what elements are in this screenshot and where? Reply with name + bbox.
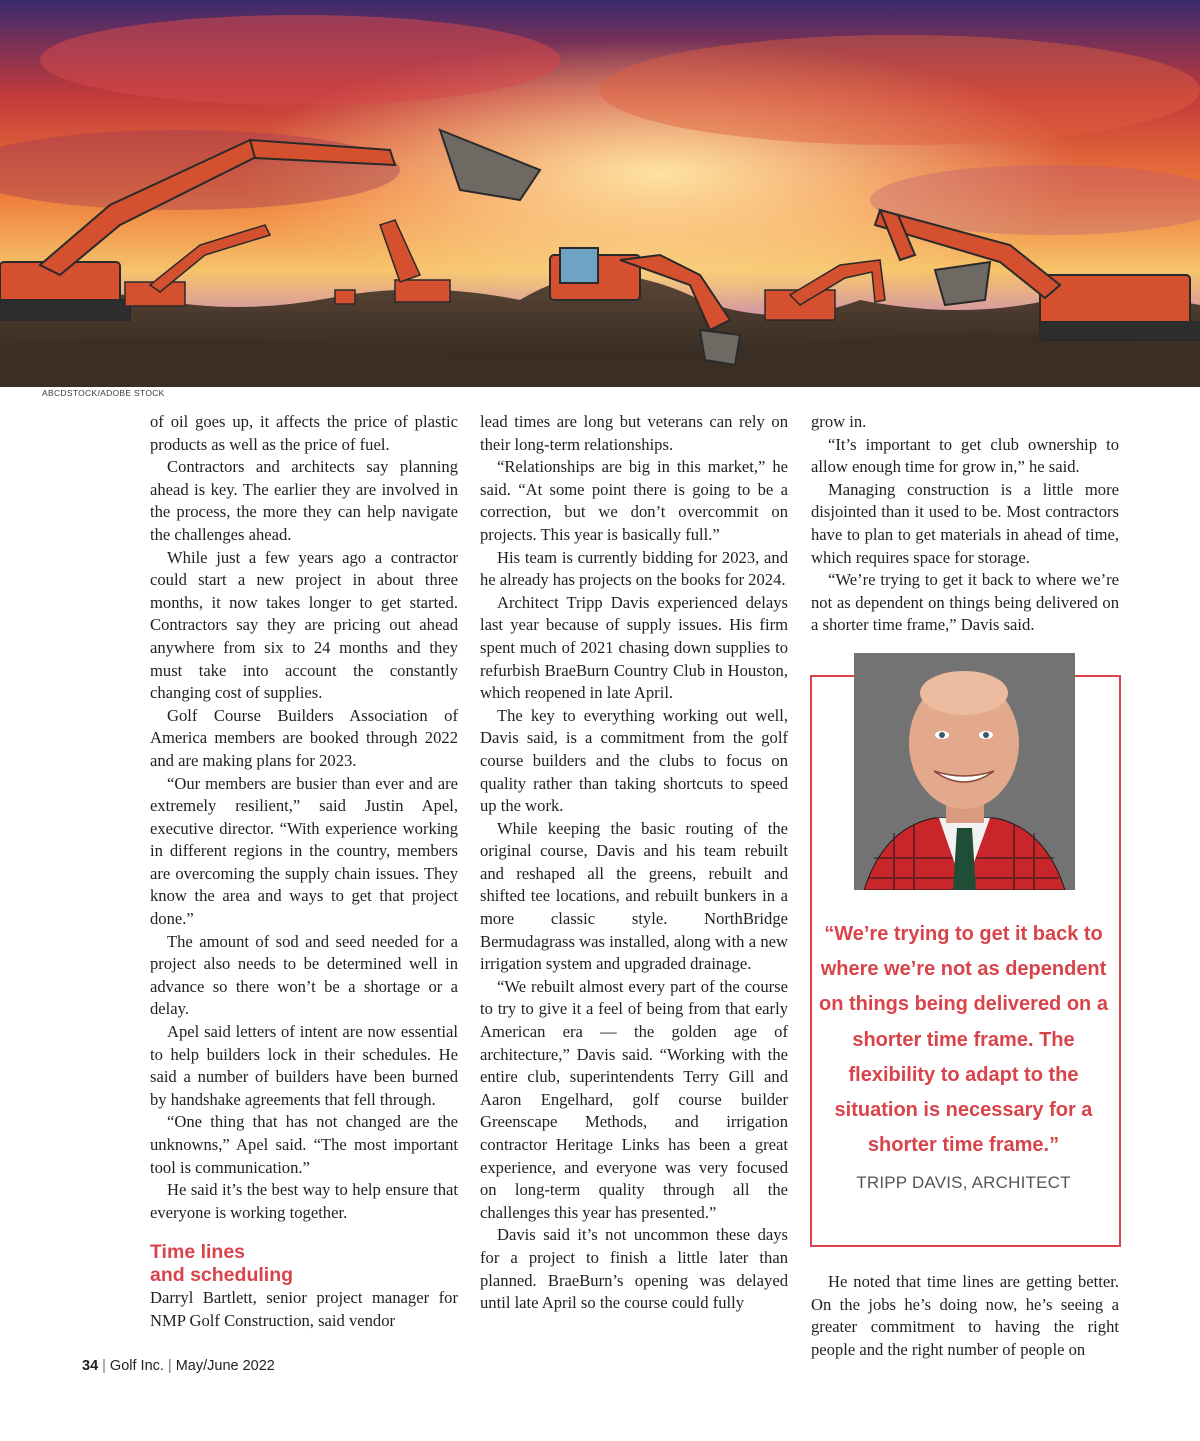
paragraph: The amount of sod and seed needed for a project also needs to be determined well in advance so there won’t be a shortage or a delay. [150,931,458,1019]
paragraph: Contractors and architects say planning ahead is key. The earlier they are involved in the process, the more they can help navigate the challenges ahead. [150,457,458,544]
paragraph: His team is currently bidding for 2023, and he already has projects on the books for 2024. [480,547,788,590]
hero-photo [0,0,1200,387]
paragraph: Darryl Bartlett, senior project manager for NMP Golf Construction, said vendor [150,1288,458,1330]
paragraph: lead times are long but veterans can rely on their long-term relationships. [480,412,788,454]
paragraph: The key to everything working out well, Davis said, is a commitment from the golf course builders and the clubs to focus on quality rather than taking shortcuts to speed up the work. [480,705,788,816]
article-column-3 [811,411,1119,637]
section-subhead [150,1241,458,1287]
paragraph: He noted that time lines are getting better. On the jobs he’s doing now, he’s seeing a greater commitment to having the right people and the right number of people on [811,1272,1119,1359]
paragraph: “Our members are busier than ever and are extremely resilient,” said Justin Apel, executive director. “With experience working in different regions in the country, members are overcoming the supply chain issues. They know the area and ways to get that project done.” [150,773,458,929]
portrait-illustration [854,653,1075,890]
paragraph: Golf Course Builders Association of America members are booked through 2022 and are making plans for 2023. [150,705,458,770]
paragraph: of oil goes up, it affects the price of plastic products as well as the price of fuel. [150,412,458,454]
paragraph: “One thing that has not changed are the unknowns,” Apel said. “The most important tool is communication.” [150,1112,458,1177]
paragraph: Apel said letters of intent are now essential to help builders lock in their schedules. He said a number of builders have been burned by handshake agreements that fell through. [150,1022,458,1109]
paragraph: “We’re trying to get it back to where we’re not as dependent on things being delivered on a shorter time frame,” Davis said. [811,570,1119,635]
paragraph: “It’s important to get club ownership to allow enough time for grow in,” he said. [811,434,1119,477]
paragraph: Architect Tripp Davis experienced delays last year because of supply issues. His firm spent much of 2021 chasing down supplies to refurbish BraeBurn Country Club in Houston, which reopened in late April. [480,592,788,703]
paragraph: Davis said it’s not uncommon these days for a project to finish a little later than planned. BraeBurn’s opening was delayed until late April so the course could fully [480,1225,788,1313]
article-column-1 [150,411,458,1333]
paragraph: He said it’s the best way to help ensure that everyone is working together. [150,1180,458,1222]
subhead-line: Time lines [150,1241,246,1264]
pullquote-text: “We’re trying to get it back to where we’re not as dependent on things being delivered on a shorter time frame. The flexibility to adapt to the situation is necessary for a shorter time frame.” [819,923,1108,1157]
paragraph: “Relationships are big in this market,” he said. “At some point there is going to be a correction, but we don’t overcommit on projects. This year is basically full.” [480,457,788,544]
page-folio: 34 | Golf Inc. | May/June 2022 [82,1358,275,1374]
page-number: 34 [82,1358,99,1374]
paragraph: grow in. [811,412,867,431]
paragraph: While just a few years ago a contractor could start a new project in about three months, it now takes longer to get started. Contractors say they are pricing out ahead anywhere from six to 24 months and they must take into account the constantly changing cost of supplies. [150,547,458,703]
paragraph: While keeping the basic routing of the original course, Davis and his team rebuilt and reshaped all the greens, rebuilt and shifted tee locations, and rebuilt bunkers in a more classic style. NorthBridge Bermudagrass was installed, along with a new irrigation system and upgraded drainage. [480,818,788,974]
pullquote-attribution: TRIPP DAVIS, ARCHITECT [856,1173,1071,1192]
headshot-photo [854,653,1075,890]
issue-date: May/June 2022 [175,1358,275,1374]
magazine-name: Golf Inc. [109,1358,164,1374]
paragraph: Managing construction is a little more disjointed than it used to be. Most contractors have to plan to get materials in ahead of time, which requires space for storage. [811,479,1119,567]
photo-credit: ABCDSTOCK/ADOBE STOCK [42,388,165,398]
subhead-line: and scheduling [150,1264,294,1287]
article-column-2 [480,411,788,1315]
article-column-3-continued [811,1271,1119,1361]
paragraph: “We rebuilt almost every part of the course to try to give it a feel of being from that early American era — the golden age of architecture,” Davis said. “Working with the entire club, superintendents Terry Gill and Aaron Engelhard, golf course builder Greenscape Methods, and irrigation contractor Heritage Links has been a great experience, and everyone was very focused on long-term quality through all the challenges this year has presented.” [480,976,788,1222]
excavators-sunset-illustration [0,0,1200,387]
